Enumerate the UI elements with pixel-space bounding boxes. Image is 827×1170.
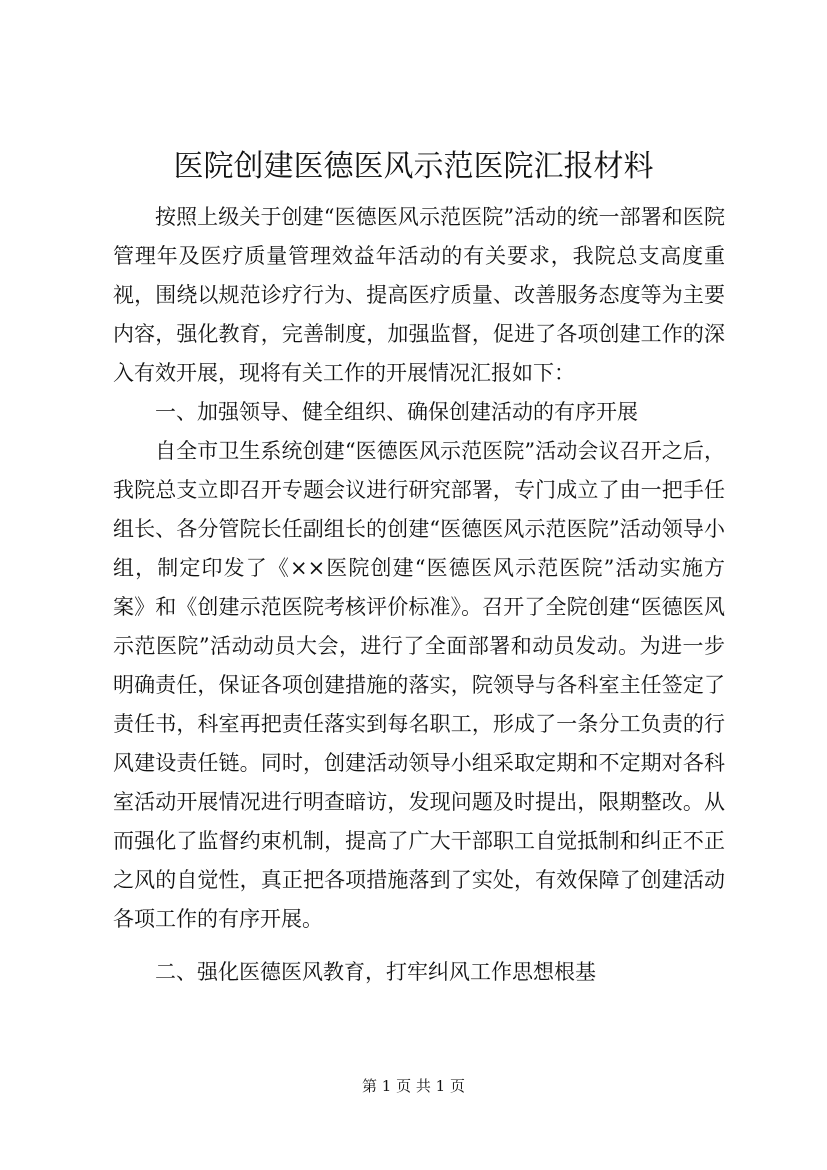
section-heading-1: 一、加强领导、健全组织、确保创建活动的有序开展 <box>155 400 638 424</box>
page-footer: 第 1 页 共 1 页 <box>362 1077 465 1095</box>
section-heading-2: 二、强化医德医风教育，打牢纠风工作思想根基 <box>155 960 596 984</box>
document-title: 医院创建医德医风示范医院汇报材料 <box>173 149 654 184</box>
document-body <box>113 198 725 992</box>
intro-paragraph: 按照上级关于创建“医德医风示范医院”活动的统一部署和医院管理年及医疗质量管理效益年活动的有关要求，我院总支高度重视，围绕以规范诊疗行为、提高医疗质量、改善服务态度等为主要内容，强化教育，完善制度，加强监督，促进了各项创建工作的深入有效开展，现将有关工作的开展情况汇报如下： <box>113 205 725 385</box>
section-1-paragraph: 自全市卫生系统创建“医德医风示范医院”活动会议召开之后，我院总支立即召开专题会议进行研究部署，专门成立了由一把手任组长、各分管院长任副组长的创建“医德医风示范医院”活动领导小组，制定印发了《××医院创建“医德医风示范医院”活动实施方案》和《创建示范医院考核评价标准》。召开了全院创建“医德医风示范医院”活动动员大会，进行了全面部署和动员发动。为进一步明确责任，保证各项创建措施的落实，院领导与各科室主任签定了责任书，科室再把责任落实到每名职工，形成了一条分工负责的行风建设责任链。同时，创建活动领导小组采取定期和不定期对各科室活动开展情况进行明查暗访，发现问题及时提出，限期整改。从而强化了监督约束机制，提高了广大干部职工自觉抵制和纠正不正之风的自觉性，真正把各项措施落到了实处，有效保障了创建活动各项工作的有序开展。 <box>113 439 725 931</box>
